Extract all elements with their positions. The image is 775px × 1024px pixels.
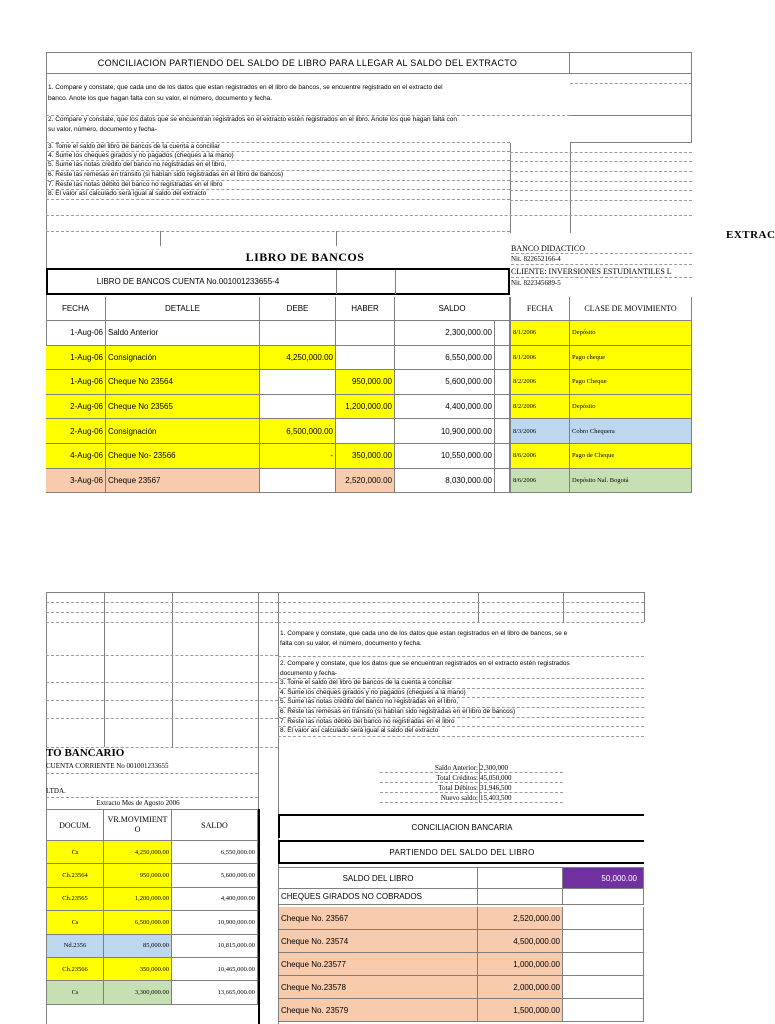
libro-row-haber [336, 346, 395, 371]
extracto-mes: Extracto Mes de Agosto 2006 [96, 799, 180, 807]
bottom-left-dash-2 [46, 612, 278, 613]
extracto-left-header-saldo: SALDO [172, 809, 258, 841]
extracto-bancario-title: TO BANCARIO [46, 747, 125, 759]
bottom-instr-6: 6. Reste las remesas en tránsito (si habían sido registradas en el libro de bancos) [278, 708, 644, 718]
libro-row-gap [495, 370, 510, 395]
cheque-blank [563, 999, 644, 1022]
summary-value: 2,300,000 [479, 763, 563, 773]
conciliacion-title: CONCILIACION BANCARIA [278, 814, 644, 838]
conciliacion-subtitle: PARTIENDO DEL SALDO DEL LIBRO [278, 840, 644, 864]
cheque-blank [563, 907, 644, 930]
libro-row-haber: 2,520,000.00 [336, 469, 395, 494]
top-instr-1a: 1. Compare y constate, que cada uno de los datos que estan registrados en el libro de bancos, se encuentre registrado en el extracto del [48, 84, 443, 91]
top-instr-2a: 2. Compare y constate, que los datos que se encuentran registrados en el extracto estén registrados en el libro. Anote los que hagan falta con [48, 116, 458, 123]
bottom-right-dash-3 [278, 622, 644, 623]
cheque-value: 2,000,000.00 [478, 976, 563, 999]
extracto-row-fecha: 8/2/2006 [510, 395, 570, 420]
cheque-blank [563, 930, 644, 953]
libro-row-gap [495, 469, 510, 494]
libro-row-haber: 950,000.00 [336, 370, 395, 395]
saldo-libro-value: 50,000.00 [563, 867, 644, 889]
top-instr-8: 8. El valor así calculado será igual al saldo del extracto [46, 190, 510, 200]
bottom-left-dash-3 [46, 622, 278, 623]
top-side-vline-1 [510, 143, 511, 233]
bottom-left-dash-6 [46, 700, 278, 701]
extracto-left-row-saldo: 10,465,000.00 [172, 958, 258, 981]
extracto-row-clase: Pago cheque [570, 346, 692, 371]
extracto-row-fecha: 8/2/2006 [510, 370, 570, 395]
cheque-blank [563, 953, 644, 976]
summary-label: Nuevo saldo: [380, 793, 478, 803]
libro-sub-vline-2 [395, 270, 396, 294]
libro-header-haber: HABER [336, 297, 395, 321]
extracto-left-row-saldo: 5,600,000.00 [172, 864, 258, 887]
extracto-row-clase: Depósito [570, 321, 692, 346]
extracto-row-fecha: 8/6/2006 [510, 469, 570, 494]
cheque-label: Cheque No. 23567 [278, 907, 478, 930]
libro-row-fecha: 4-Aug-06 [46, 444, 106, 469]
bottom-instr-5: 5. Sume las notas crédito del banco no registradas en el libro, [278, 698, 644, 708]
libro-row-saldo: 8,030,000.00 [395, 469, 495, 494]
bottom-left-dash-1 [46, 602, 278, 603]
extracto-left-row-valor: 4,250,000.00 [104, 841, 172, 864]
top-title-side2 [570, 74, 692, 84]
top-instr-6: 6. Reste las remesas en tránsito (si habían sido registradas en el libro de bancos) [46, 171, 510, 181]
extracto-left-row-valor: 6,500,000.00 [104, 911, 172, 934]
libro-header-fecha: FECHA [46, 297, 106, 321]
top-side-dash-3 [510, 171, 692, 172]
libro-row-fecha: 1-Aug-06 [46, 321, 106, 346]
top-side-dash-4 [510, 181, 692, 182]
libro-row-haber [336, 321, 395, 346]
libro-row-fecha: 1-Aug-06 [46, 346, 106, 371]
saldo-libro-label: SALDO DEL LIBRO [278, 867, 478, 889]
top-side-dash-5 [510, 190, 692, 191]
libro-row-debe: 4,250,000.00 [260, 346, 336, 371]
top-instr-side-1 [570, 84, 692, 116]
bottom-instr-4: 4. Sume los cheques girados y no pagados (cheques a la mano) [278, 689, 644, 698]
top-side-vline-2 [570, 143, 571, 233]
libro-row-detalle: Cheque 23567 [106, 469, 260, 494]
libro-row-fecha: 3-Aug-06 [46, 469, 106, 494]
extracto-left-row-doc: Nd.2356 [46, 935, 104, 958]
libro-header-detalle: DETALLE [106, 297, 260, 321]
extracto-left-header-doc: DOCUM. [46, 809, 104, 841]
top-sheet [46, 52, 775, 485]
libro-row-debe: 6,500,000.00 [260, 419, 336, 444]
extracto-left-row-valor: 1,200,000.00 [104, 888, 172, 911]
top-blank-row-2 [46, 231, 510, 232]
libro-row-saldo: 10,900,000.00 [395, 419, 495, 444]
cheque-value: 1,000,000.00 [478, 953, 563, 976]
libro-row-detalle: Cheque No- 23566 [106, 444, 260, 469]
cheque-label: Cheque No. 23579 [278, 999, 478, 1022]
extracto-row-clase: Depósito Nal. Bogotá [570, 469, 692, 494]
libro-row-saldo: 5,600,000.00 [395, 370, 495, 395]
cheque-label: Cheque No. 23574 [278, 930, 478, 953]
extracto-left-row-doc: Cs [46, 841, 104, 864]
extracto-left-header-valor: VR.MOVIMIENTO [104, 809, 172, 841]
libro-row-fecha: 1-Aug-06 [46, 370, 106, 395]
cheques-blank-1 [478, 889, 563, 905]
libro-row-saldo: 2,300,000.00 [395, 321, 495, 346]
bottom-right-vline-1 [478, 592, 479, 622]
bottom-right-dash-1 [278, 602, 644, 603]
top-instr-2b: su valor, número, documento y fecha- [46, 126, 510, 143]
extracto-ltda: LTDA. [46, 787, 66, 795]
top-side-dash-2 [510, 161, 692, 162]
cheque-label: Cheque No.23577 [278, 953, 478, 976]
bottom-instr-2a: 2. Compare y constate, que los datos que se encuentran registrados en el extracto estén registrados [280, 660, 570, 667]
extracto-left-row-saldo: 13,665,000.00 [172, 981, 258, 1004]
libro-row-gap [495, 346, 510, 371]
top-blank-vline-1 [160, 231, 161, 246]
libro-header-saldo: SALDO [395, 297, 510, 321]
cheque-value: 1,500,000.00 [478, 999, 563, 1022]
top-title-side [570, 52, 692, 74]
bottom-left-vline-2 [104, 592, 105, 747]
libro-row-detalle: Cheque No 23565 [106, 395, 260, 420]
cheques-label: CHEQUES GIRADOS NO COBRADOS [278, 889, 478, 905]
extracto-left-row-saldo: 10,815,000.00 [172, 935, 258, 958]
libro-row-debe [260, 395, 336, 420]
libro-title: LIBRO DE BANCOS [245, 249, 365, 264]
libro-row-detalle: Cheque No 23564 [106, 370, 260, 395]
libro-row-debe [260, 469, 336, 494]
bottom-instr-3: 3. Tome el saldo del libro de bancos de la cuenta a conciliar [278, 679, 644, 689]
libro-subtitle: LIBRO DE BANCOS CUENTA No.001001233655-4 [46, 268, 510, 295]
libro-row-debe: - [260, 444, 336, 469]
bottom-right-dash-2 [278, 612, 644, 613]
bottom-instr-2b: documento y fecha- [278, 670, 644, 679]
extracto-nit-cliente: Nit. 822345689-5 [511, 279, 561, 287]
extracto-left-row-doc: Ch.23565 [46, 888, 104, 911]
extracto-bank: BANCO DIDACTICO [511, 243, 692, 254]
top-instr-5: 5. Sume las notas crédito del banco no registradas en el libro, [46, 161, 510, 171]
top-instr-4: 4. Sume los cheques girados y no pagados (cheques a la mano) [46, 152, 510, 161]
top-title: CONCILIACION PARTIENDO DEL SALDO DE LIBRO PARA LLEGAR AL SALDO DEL EXTRACTO [46, 52, 570, 74]
bottom-right-vline-2 [563, 592, 564, 622]
extracto-row-fecha: 8/1/2006 [510, 321, 570, 346]
extracto-left-row-valor: 950,000.00 [104, 864, 172, 887]
cheque-value: 2,520,000.00 [478, 907, 563, 930]
bottom-instr-7: 7. Reste las notas débito del banco no registradas en el libro [278, 718, 644, 727]
cheque-value: 4,500,000.00 [478, 930, 563, 953]
extracto-left-row-saldo: 6,550,000.00 [172, 841, 258, 864]
top-blank-vline-2 [336, 231, 337, 246]
libro-row-detalle: Consignación [106, 419, 260, 444]
extracto-bancario-cuenta: CUENTA CORRIENTE No 001001233655 [46, 762, 169, 770]
libro-row-gap [495, 419, 510, 444]
summary-value: 15,403,500 [479, 793, 563, 803]
libro-row-gap [495, 444, 510, 469]
top-side-dash-6 [510, 200, 692, 201]
extracto-row-fecha: 8/3/2006 [510, 419, 570, 444]
libro-header-debe: DEBE [260, 297, 336, 321]
extracto-left-row-saldo: 4,400,000.00 [172, 888, 258, 911]
libro-row-debe [260, 370, 336, 395]
bottom-instr-1a: 1. Compare y constate, que cada uno de los datos que estan registrados en el libro de bancos, se e [280, 630, 568, 637]
cheque-blank [563, 976, 644, 999]
top-instr-1b: banco. Anote los que hagan falta con su valor, el número, documento y fecha. [46, 94, 570, 116]
bottom-sheet [0, 592, 768, 1024]
extracto-title: EXTRAC [726, 229, 775, 241]
libro-row-saldo: 10,550,000.00 [395, 444, 495, 469]
extracto-left-row-doc: Cs [46, 911, 104, 934]
summary-value: 31,946,500 [479, 783, 563, 793]
libro-row-fecha: 2-Aug-06 [46, 419, 106, 444]
extracto-ltda-dash [46, 797, 258, 798]
bottom-left-vline-3 [172, 592, 173, 747]
libro-row-detalle: Saldo Anterior [106, 321, 260, 346]
extracto-left-row-valor: 3,300,000.00 [104, 981, 172, 1004]
top-instr-7: 7. Reste las notas débito del banco no registradas en el libro [46, 181, 510, 190]
extracto-row-clase: Pago de Cheque [570, 444, 692, 469]
libro-row-haber [336, 419, 395, 444]
libro-row-saldo: 6,550,000.00 [395, 346, 495, 371]
extracto-row-fecha: 8/1/2006 [510, 346, 570, 371]
top-side-dash-1 [510, 152, 692, 153]
libro-sub-vline-1 [336, 270, 337, 294]
bottom-right-vline-3 [644, 592, 645, 622]
extracto-cuenta-dash [46, 773, 258, 774]
extracto-header-clase: CLASE DE MOVIMIENTO [570, 297, 692, 321]
extracto-left-row-valor: 350,000.00 [104, 958, 172, 981]
summary-value: 45,050,000 [479, 773, 563, 783]
cheque-label: Cheque No.23578 [278, 976, 478, 999]
extracto-row-clase: Pago Cheque [570, 370, 692, 395]
cheques-blank-2 [563, 889, 644, 905]
libro-row-saldo: 4,400,000.00 [395, 395, 495, 420]
top-instr-3: 3. Tome el saldo del libro de bancos de la cuenta a conciliar [46, 143, 510, 152]
bottom-left-dash-7 [46, 718, 278, 719]
libro-row-debe [260, 321, 336, 346]
bottom-left-dash-5 [46, 682, 278, 683]
extracto-row-clase: Cobro Chequera [570, 419, 692, 444]
extracto-row-clase: Depósito [570, 395, 692, 420]
extracto-cliente: CLIENTE: INVERSIONES ESTUDIANTILES L [511, 265, 692, 278]
libro-row-detalle: Consignación [106, 346, 260, 371]
libro-row-fecha: 2-Aug-06 [46, 395, 106, 420]
top-blank-row-1 [46, 215, 692, 216]
summary-label: Saldo Anterior: [380, 763, 478, 773]
extracto-header-fecha: FECHA [510, 297, 570, 321]
summary-label: Total Débitos: [380, 783, 478, 793]
bottom-instr-8: 8. El valor así calculado será igual al saldo del extracto [278, 727, 644, 737]
saldo-libro-blank [478, 867, 563, 889]
extracto-left-row-saldo: 10,900,000.00 [172, 911, 258, 934]
bottom-instr-1b: falta con su valor, el número, documento y fecha. [278, 640, 644, 657]
libro-row-haber: 350,000.00 [336, 444, 395, 469]
extracto-row-fecha: 8/6/2006 [510, 444, 570, 469]
extracto-left-row-doc: Cs [46, 981, 104, 1004]
extracto-left-row-doc: Ch.23564 [46, 864, 104, 887]
bottom-left-dash-4 [46, 655, 278, 656]
libro-row-gap [495, 321, 510, 346]
extracto-left-bold-right [258, 809, 260, 1024]
extracto-left-row-valor: 85,000.00 [104, 935, 172, 958]
top-instr-side-2 [570, 116, 692, 143]
summary-label: Total Créditos: [380, 773, 478, 783]
extracto-nit: Nit. 822652166-4 [511, 254, 692, 265]
extracto-left-row-doc: Ch.23566 [46, 958, 104, 981]
libro-row-gap [495, 395, 510, 420]
bottom-top-line [46, 592, 644, 593]
libro-row-haber: 1,200,000.00 [336, 395, 395, 420]
